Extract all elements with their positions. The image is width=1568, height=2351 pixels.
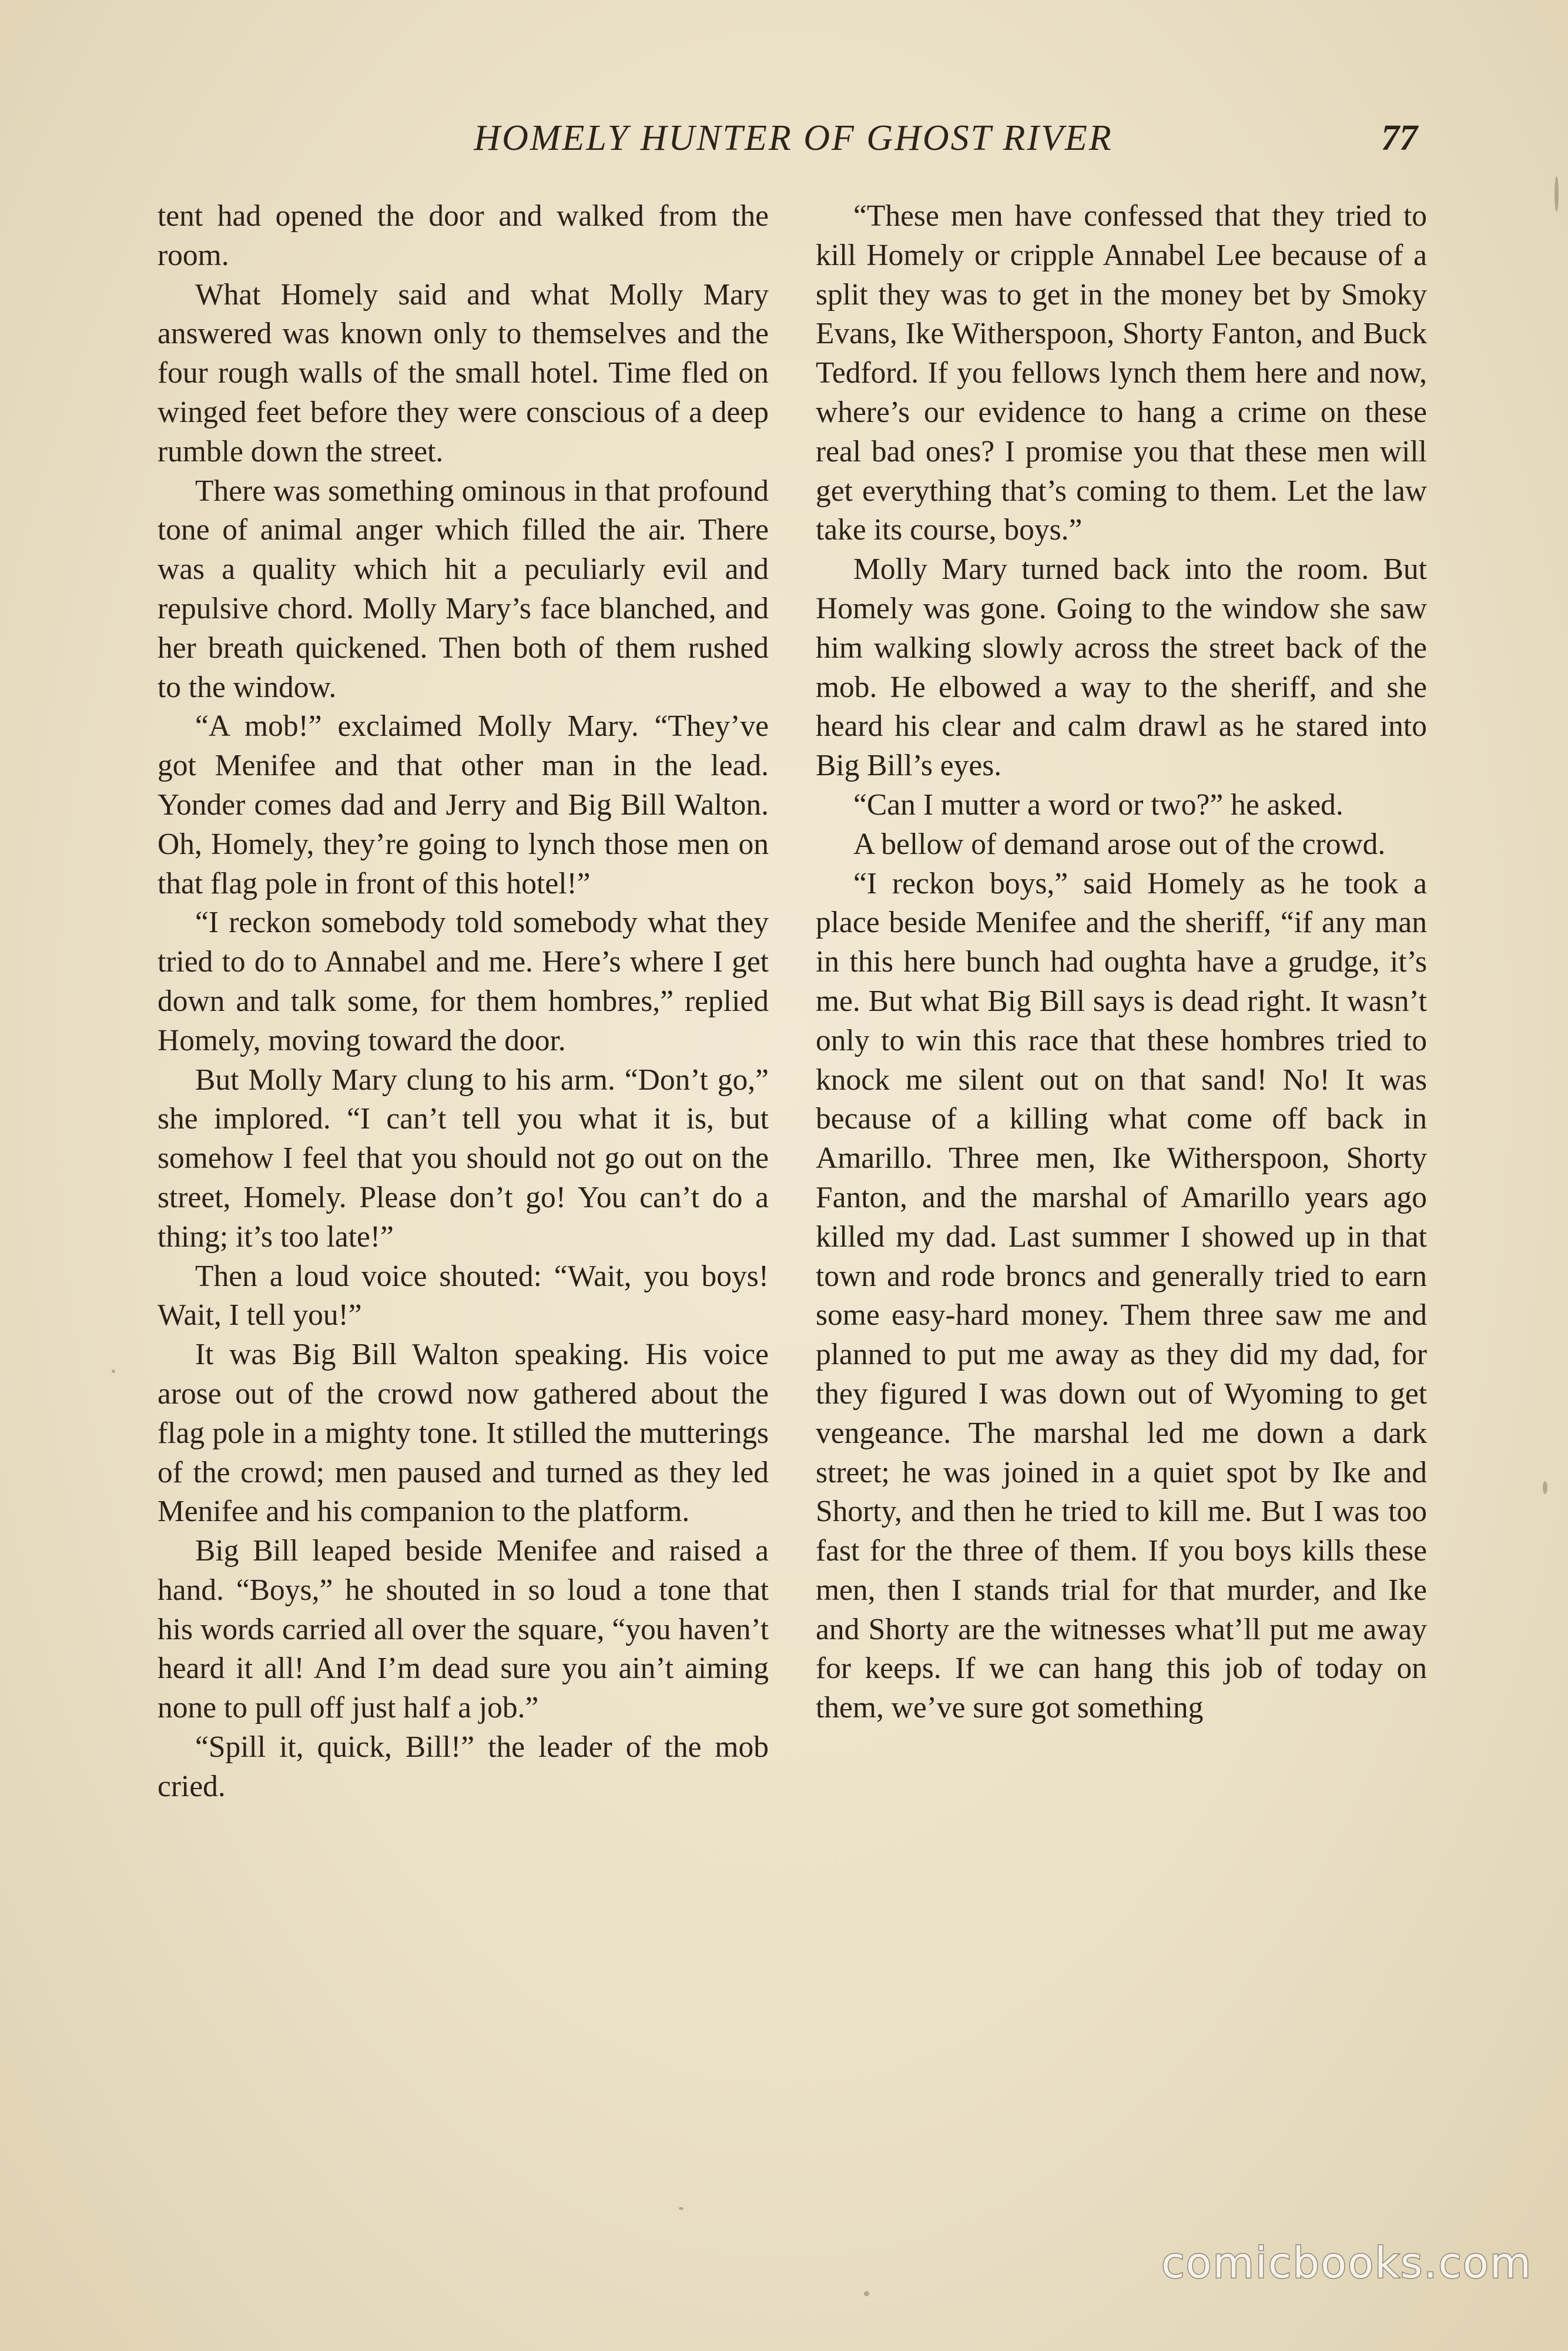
- paragraph: It was Big Bill Walton speaking. His voice arose out of the crowd now gathered about the flag pole in a mighty tone. It stilled the mutterings of the crowd; men paused and turned as they led Menifee and his companion to the platform.: [158, 1338, 769, 1529]
- paragraph: But Molly Mary clung to his arm. “Don’t go,” she implored. “I can’t tell you what it is, but somehow I feel that you should not go out on the street, Homely. Please don’t go! You can’t do a thing; it’s too late!”: [158, 1063, 769, 1254]
- paragraph: “A mob!” exclaimed Molly Mary. “They’ve got Menifee and that other man in the lead. Yonder comes dad and Jerry and Big Bill Walton. Oh, Homely, they’re going to lynch those men on that flag pole in front of this hotel!”: [158, 709, 769, 900]
- paragraph: Big Bill leaped beside Menifee and raised a hand. “Boys,” he shouted in so loud a tone that his words carried all over the square, “you haven’t heard it all! And I’m dead sure you ain’t aiming none to pull off just half a job.”: [158, 1534, 769, 1725]
- paragraph: What Homely said and what Molly Mary answered was known only to themselves and the four rough walls of the small hotel. Time fled on winged feet before they were conscious of a deep rumble down the street.: [158, 277, 769, 468]
- watermark-logo: comicbooks.com: [1161, 2238, 1533, 2288]
- paper-speck: [679, 2207, 684, 2210]
- text-column-left: [158, 197, 769, 1807]
- paragraph: “Spill it, quick, Bill!” the leader of the mob cried.: [158, 1730, 769, 1803]
- paragraph: “Can I mutter a word or two?” he asked.: [853, 788, 1343, 822]
- paper-speck: [864, 2291, 869, 2296]
- paragraph: Then a loud voice shouted: “Wait, you boys! Wait, I tell you!”: [158, 1259, 769, 1332]
- paper-speck: [1543, 1481, 1547, 1494]
- text-column-right: [816, 197, 1427, 1728]
- paragraph: tent had opened the door and walked from the room.: [158, 199, 769, 272]
- paragraph: “These men have confessed that they tried to kill Homely or cripple Annabel Lee because of a split they was to get in the money bet by Smoky Evans, Ike Witherspoon, Shorty Fanton, and Buck Tedford. If you fellows lynch them here and now, where’s our evidence to hang a crime on these real bad ones? I promise you that these men will get everything that’s coming to them. Let the law take its course, boys.”: [816, 199, 1427, 547]
- running-header-title: HOMELY HUNTER OF GHOST RIVER: [474, 118, 1113, 158]
- paragraph: There was something ominous in that profound tone of animal anger which filled the air. There was a quality which hit a peculiarly evil and repulsive chord. Molly Mary’s face blanched, and her breath quickened. Then both of them rushed to the window.: [158, 474, 769, 704]
- paragraph: Molly Mary turned back into the room. But Homely was gone. Going to the window she saw him walking slowly across the street back of the mob. He elbowed a way to the sheriff, and she heard his clear and calm drawl as he stared into Big Bill’s eyes.: [816, 552, 1427, 783]
- paragraph: A bellow of demand arose out of the crowd.: [853, 827, 1386, 861]
- paragraph: “I reckon boys,” said Homely as he took a place beside Menifee and the sheriff, “if any man in this here bunch had oughta have a grudge, it’s me. But what Big Bill says is dead right. It wasn’t only to win this race that these hombres tried to knock me silent out on that sand! No! It was because of a killing what come off back in Amarillo. Three men, Ike Witherspoon, Shorty Fanton, and the marshal of Amarillo years ago killed my dad. Last summer I showed up in that town and rode broncs and generally tried to earn some easy-hard money. Them three saw me and planned to put me away as they did my dad, for they figured I was down out of Wyoming to get vengeance. The marshal led me down a dark street; he was joined in a quiet spot by Ike and Shorty, and then he tried to kill me. But I was too fast for the three of them. If you boys kills these men, then I stands trial for that murder, and Ike and Shorty are the witnesses what’ll put me away for keeps. If we can hang this job of today on them, we’ve sure got something: [816, 866, 1427, 1725]
- paper-speck: [112, 1369, 115, 1373]
- paper-speck: [1554, 176, 1559, 212]
- paragraph: “I reckon somebody told somebody what they tried to do to Annabel and me. Here’s where I get down and talk some, for them hombres,” replied Homely, moving toward the door.: [158, 906, 769, 1057]
- page-number: 77: [1381, 118, 1418, 158]
